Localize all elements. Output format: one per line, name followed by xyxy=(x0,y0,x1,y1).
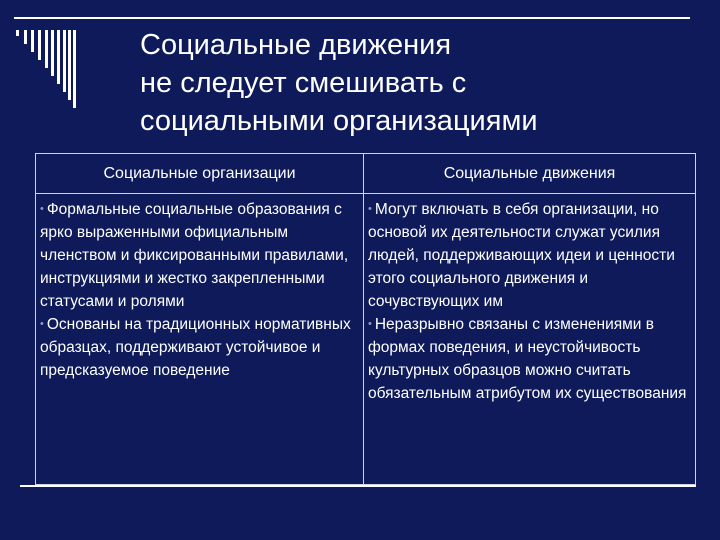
list-item: • Основаны на традиционных нормативных образцах, поддерживают устойчивое и предсказуемое поведение xyxy=(40,316,351,379)
decorative-bars xyxy=(16,30,106,110)
header-social-organizations: Социальные организации xyxy=(36,154,364,194)
title-line-1: Социальные движения xyxy=(140,29,452,61)
top-divider-line xyxy=(14,17,690,19)
title-line-3: социальными организациями xyxy=(140,105,538,137)
bottom-divider-line xyxy=(20,485,696,487)
list-item: • Формальные социальные образования с ярко выраженными официальным членством и фиксированными правилами, инструкциями и жестко закрепленными статусами и ролями xyxy=(40,201,349,310)
comparison-table xyxy=(35,153,696,485)
bullet-icon: • xyxy=(368,203,372,215)
bullet-icon: • xyxy=(40,318,44,330)
list-item: • Могут включать в себя организации, но основой их деятельности служат усилия людей, поддерживающих идеи и ценности этого социального движения и сочувствующих им xyxy=(368,201,675,310)
cell-social-movements xyxy=(364,194,696,485)
slide-title xyxy=(140,26,700,140)
list-item: • Неразрывно связаны с изменениями в формах поведения, и неустойчивость культурных образцов можно считать обязательным атрибутом их существования xyxy=(368,316,687,402)
title-line-2: не следует смешивать с xyxy=(140,67,467,99)
cell-social-organizations xyxy=(36,194,364,485)
bullet-icon: • xyxy=(368,318,372,330)
header-social-movements: Социальные движения xyxy=(364,154,696,194)
bullet-icon: • xyxy=(40,203,44,215)
